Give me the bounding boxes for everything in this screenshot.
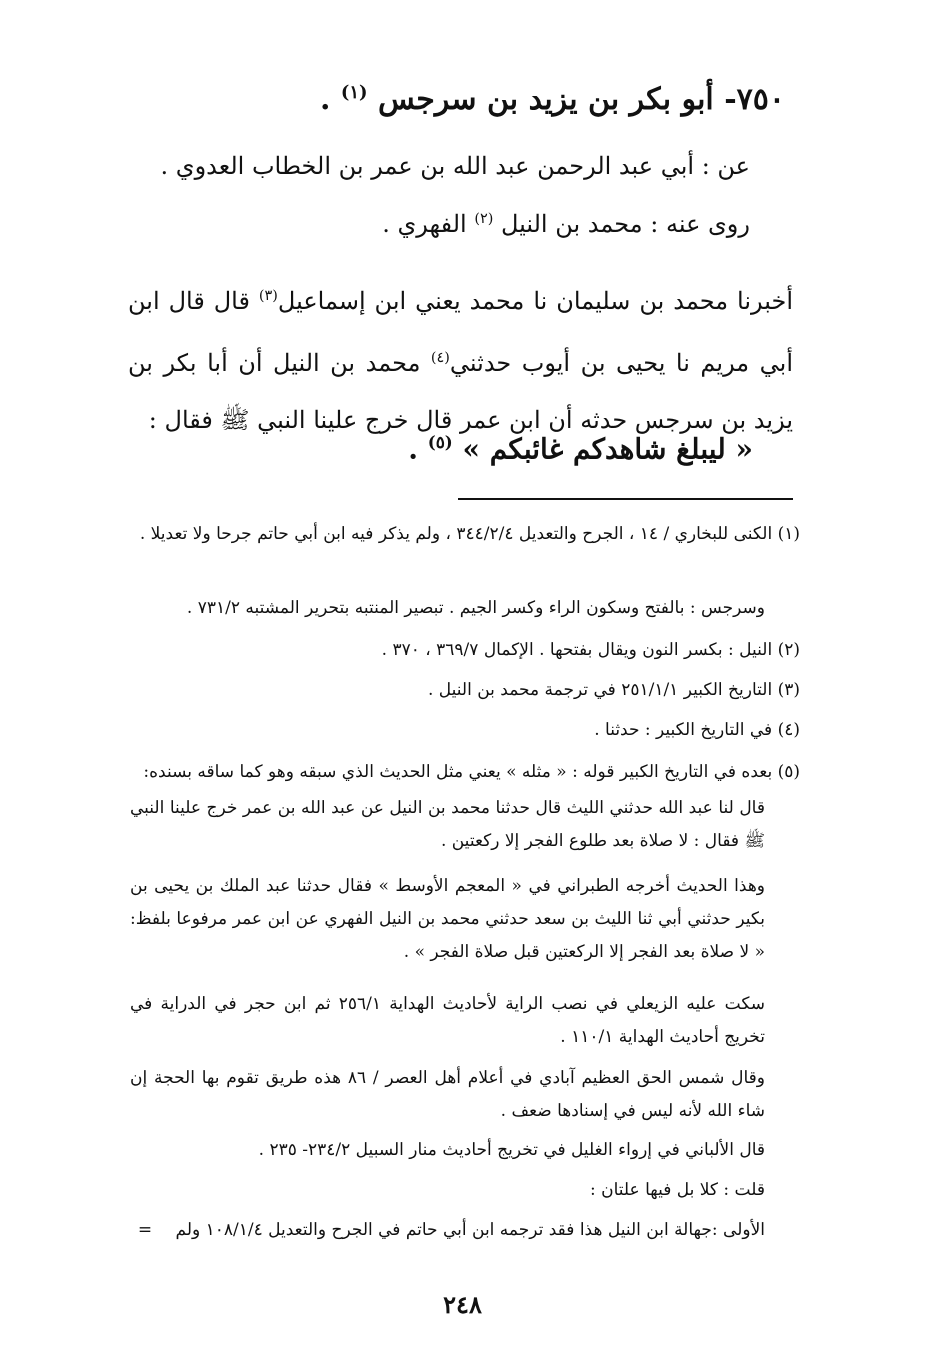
footnote-ref-3: (٣) [258,288,278,304]
page-number: ٢٤٨ [443,1290,482,1319]
footnote-5-zaylai: سكت عليه الزيعلي في نصب الراية لأحاديث الهداية ٢٥٦/١ ثم ابن حجر في الدراية في تخريج أحاديث الهداية ١١٠/١ . [130,994,765,1047]
hadith-text [408,432,753,465]
footnote-ref-1: (١) [340,82,368,103]
footnote-4: (٤) في التاريخ الكبير : حدثنا . [594,720,800,740]
footnote-5-qultu: قلت : كلا بل فيها علتان : [589,1180,765,1200]
footnote-ref-5: (٥) [427,432,453,452]
isnad-part-2: قال قال ابن أبي مريم نا يحيى بن أيوب حدثني [128,287,794,377]
from-line: عن : أبي عبد الرحمن عبد الله بن عمر بن الخطاب العدوي . [160,152,750,180]
footnote-5-ula [138,1220,765,1240]
hadith-quote: « ليبلغ شاهدكم غائبكم » [462,432,753,466]
continuation-mark: = [137,1220,153,1240]
footnote-5-tabarani: وهذا الحديث أخرجه الطبراني في « المعجم الأوسط » فقال حدثنا عبد الملك بن يحيى بن بكير حدثني أبي ثنا الليث بن سعد حدثني محمد بن النيل الفهري عن ابن عمر مرفوعا بلفظ: « لا صلاة بعد الفجر إلا الركعتين قبل صلاة الفجر » . [130,876,765,962]
footnote-5-ula-text: الأولى :جهالة ابن النيل هذا فقد ترجمه ابن أبي حاتم في الجرح والتعديل ١٠٨/١/٤ ولم [175,1220,765,1240]
entry-title [320,82,785,117]
footnote-3: (٣) التاريخ الكبير ٢٥١/١/١ في ترجمة محمد بن النيل . [427,680,800,700]
footnote-5-quote: قال لنا عبد الله حدثني الليث قال حدثنا محمد بن النيل عن عبد الله بن عمر خرج علينا النبي ﷺ فقال : لا صلاة بعد طلوع الفجر إلا ركعتين . [130,798,765,851]
isnad-paragraph [128,268,793,449]
footnote-1-sarjis: وسرجس : بالفتح وسكون الراء وكسر الجيم . تبصير المنتبه بتحرير المشتبه ٧٣١/٢ . [186,598,765,618]
isnad-part-3: محمد بن النيل أن أبا بكر بن يزيد بن سرجس حدثه أن ابن عمر قال خرج علينا النبي ﷺ فقال : [128,349,793,434]
entry-title-end: . [319,82,331,117]
footnote-1: (١) الكنى للبخاري / ١٤ ، الجرح والتعديل ٣٤٤/٢/٤ ، ولم يذكر فيه ابن أبي حاتم جرحا ولا تعديلا . [139,524,800,544]
footnote-5-albani: قال الألباني في إرواء الغليل في تخريج أحاديث منار السبيل ٢٣٤/٢- ٢٣٥ . [258,1140,765,1160]
footnote-2: (٢) النيل : بكسر النون ويقال بفتحها . الإكمال ٣٦٩/٧ ، ٣٧٠ . [381,640,800,660]
hadith-end: . [408,432,419,466]
footnote-5-abadi: وقال شمس الحق العظيم آبادي في أعلام أهل العصر / ٨٦ هذه طريق تقوم بها الحجة إن شاء الله لأنه ليس في إسنادها ضعف . [130,1068,765,1121]
narrated-prefix: روى عنه : محمد بن النيل [500,210,750,238]
footnote-ref-4: (٤) [430,350,450,366]
entry-title-text: ٧٥٠- أبو بكر بن يزيد بن سرجس [378,82,785,117]
narrated-suffix: الفهري . [382,210,467,238]
isnad-part-1: أخبرنا محمد بن سليمان نا محمد يعني ابن إسماعيل [277,287,794,315]
footnote-ref-2: (٢) [474,211,494,227]
narrated-by-line [382,210,750,238]
footnote-separator [458,498,793,500]
footnote-5: (٥) بعده في التاريخ الكبير قوله : « مثله » يعني مثل الحديث الذي سبقه وهو كما ساقه بسنده: [143,762,800,782]
